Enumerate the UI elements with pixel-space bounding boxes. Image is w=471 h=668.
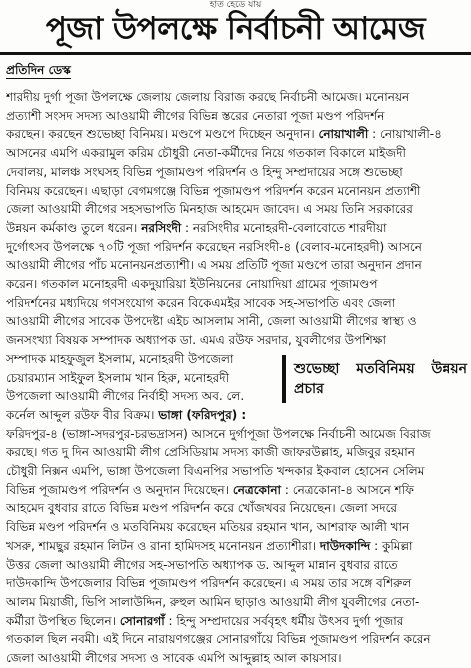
text-line: করছে। গত দু দিন আওয়ামী লীগ প্রেসিডিয়াম সদস্য কাজী জাফরউল্লাহ, মজিবুর রহমান (6, 445, 415, 460)
text-line: আওয়ামী লীগের সাবেক উপদেষ্টা এইচ আসলাম সানী, জেলা আওয়ামী লীগের স্বাস্থ্য ও (6, 314, 417, 329)
text-line: বিভিন্ন পূজামণ্ডপ পরিদর্শন ও অনুদান দিয়েছেন। নেত্রকোনা : নেত্রকোনা-৪ আসনে শফি (6, 482, 414, 497)
text-line: চৌধুরী নিক্সন এমপি, ভাঙ্গা উপজেলা বিএনপির সভাপতি খন্দকার ইকবাল হোসেন সেলিম (6, 464, 425, 479)
text-line: আওয়ামী লীগের পাঁচ মনোনয়নপ্রত্যাশী। এ সময় প্রতিটি পূজা মণ্ডপে তারা অনুদান প্রদান (6, 258, 422, 273)
region-sonargaon: সোনারগাঁ (119, 613, 165, 628)
text-line: জেলা আওয়ামী লীগের সদস্য ও সাবেক এমপি আব্দুল্লাহ আল কায়সার। (6, 651, 342, 666)
text-line: উপজেলা আওয়ামী লীগের নির্বাহী সদস্য অব. লে. (6, 389, 245, 404)
text-line: কর্মীরা উপস্থিত ছিলেন। সোনারগাঁ : হিন্দু সম্প্রদায়ের সর্ববৃহৎ ধর্মীয় উৎসব দুর্গা পূজার (6, 613, 404, 628)
text-line: ফরিদপুর-৪ (ভাঙ্গা-সদরপুর-চরভদ্রাসন) আসনে দুর্গাপূজা উপলক্ষে নির্বাচনী আমেজ বিরাজ (6, 426, 431, 441)
text-line: জেলা আওয়ামী লীগের সহসভাপতি মিনহাজ আহমেদ জাবেদ। এ সময় তিনি সরকারের (6, 202, 413, 217)
region-netrokona: নেত্রকোনা (232, 482, 282, 497)
text-line: আসনের এমপি একরামুল করিম চৌধুরী নেতা-কর্মীদের নিয়ে গতকাল বিকালে মাইজদী (6, 146, 406, 161)
clipped-top-text: হাত হেডে যায় (209, 0, 262, 10)
text-line: বিনিময় করেছেন। এছাড়া বেগমগঞ্জে বিভিন্ন পূজামণ্ডপ পরিদর্শন করেন মনোনয়ন প্রত্যাশী (6, 183, 421, 198)
text-line: পরিদর্শনের মধ্যদিয়ে গণসংযোগ করেন বিকেএমইর সাবেক সহ-সভাপতি এবং জেলা (6, 295, 396, 310)
text-line: চেয়ারম্যান সাইফুল ইসলাম খান হিরু, মনোহরদী (6, 370, 230, 385)
text-line: উত্তর জেলা আওয়ামী লীগের সহ-সভাপতি অধ্যাপক ড. আব্দুল মান্নান বুধবার রাতে (6, 557, 398, 572)
text-line: শারদীয় দুর্গা পূজা উপলক্ষে জেলায় জেলায় বিরাজ করছে নির্বাচনী আমেজ। মনোনয়ন (6, 90, 410, 104)
text-line: দুর্গোৎসব উপলক্ষে ৭০টি পূজা পরিদর্শন করেছেন নরসিংদী-৪ (বেলাব-মনোহরদী) আসনে (6, 239, 422, 254)
text-line: বিভিন্ন মণ্ডপ পরিদর্শন ও মতবিনিময় করেছেন মতিয়র রহমান খান, আশরাফ আলী খান (6, 520, 410, 535)
text-line: করেন। গতকাল মনোহরদী একদুয়ারিয়া ইউনিয়নের নোয়াদিয়া গ্রামের পূজামণ্ডপ (6, 277, 378, 292)
headline-rule (0, 52, 471, 55)
text-line: প্রত্যাশী সংসদ সদস্য আওয়ামী লীগের বিভিন্ন স্তরের নেতারা পূজা মণ্ডপ পরিদর্শন (6, 108, 385, 123)
article-body (6, 88, 467, 668)
headline: পূজা উপলক্ষে নির্বাচনী আমেজ (45, 11, 426, 47)
text-line: কর্নেল আব্দুল রউফ বীর বিক্রম। ভাঙ্গা (ফরিদপুর) : (6, 407, 247, 422)
region-daudkandi: দাউদকান্দি (319, 538, 371, 553)
paragraph-1 (6, 88, 467, 668)
text-line: গতকাল ছিল নবমী। এই দিনে নারায়ণগঞ্জের সোনারগাঁয়ে বিভিন্ন পূজামণ্ডপ পরিদর্শন করেন (6, 632, 431, 647)
callout-box: শুভেচ্ছা মতবিনিময় উন্নয়ন প্রচার (282, 355, 467, 403)
text-line: দাউদকান্দি উপজেলার বিভিন্ন পূজামণ্ডপ পরিদর্শন করেছেন। এ সময় তার সঙ্গে বশিরুল (6, 576, 412, 591)
text-line: উন্নয়ন কর্মকাণ্ড তুলে ধরেন। নরসিংদী : নরসিংদীর মনোহরদী-বেলাবোতে শারদীয়া (6, 220, 387, 235)
text-line: জনসংখ্যা বিষয়ক সম্পাদক অধ্যাপক ডা. এমএ রউফ সরদার, যুবলীগের উপশিক্ষা (6, 333, 386, 348)
region-bhanga: ভাঙ্গা (158, 407, 183, 422)
text-line: আলম মিয়াজী, ভিপি সালাউদ্দিন, রুহুল আমিন ছাড়াও আওয়ামী লীগ যুবলীগের নেতা- (6, 594, 420, 609)
region-narsingdi: নরসিংদী (141, 220, 182, 235)
text-line: করছেন। করছেন শুভেচ্ছা বিনিময়। মণ্ডপে মণ্ডপে দিচ্ছেন অনুদান। নোয়াখালী : নোয়াখালী-৪ (6, 127, 442, 142)
text-line: দেবালয়, মালঞ্চ সংঘসহ বিভিন্ন পূজামণ্ডপ পরিদর্শন ও হিন্দু সম্প্রদায়ের সঙ্গে শুভেচ্ছা (6, 164, 403, 179)
text-line: খসরু, শামছুর রহমান লিটন ও রানা হামিদসহ মনোনয়ন প্রত্যাশীরা। দাউদকান্দি : কুমিল্লা (6, 538, 413, 553)
text-line: সম্পাদক মাহফুজুল ইসলাম, মনোহরদী উপজেলা (6, 351, 234, 366)
text-line: আহমেদ বুধবার রাতে বিভিন্ন মণ্ডপ পরিদর্শন করে খোঁজখবর নিয়েছেন। জেলা সদরে (6, 501, 398, 516)
region-noakhali: নোয়াখালী (318, 127, 369, 142)
dateline: প্রতিদিন ডেস্ক (6, 63, 71, 77)
